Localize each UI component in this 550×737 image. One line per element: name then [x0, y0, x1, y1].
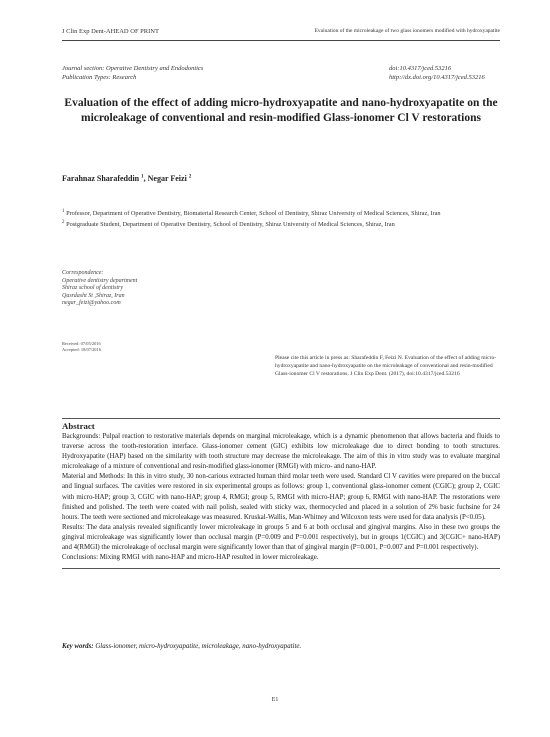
abstract-results: Results: The data analysis revealed significantly lower microleakage in groups 5 and 6 at both occlusal and gingival margins. Also in these two groups the gingival microleakage was significantly lower than occlusal margin (P=0.009 and P=0.001 respectively), but in groups 1(CGIC) and 3(CGIC+ nano-HAP) and 4(RMGI) the microleakage of occlusal margin were significantly lower than that of gingival margin (P=0.001, P=0.007 and P=0.001 respectively). [62, 523, 500, 552]
keywords [62, 643, 500, 650]
doi: doi:10.4317/jced.53216 [389, 65, 452, 72]
keywords-label: Key words: [62, 643, 94, 650]
correspondence-line: Qasrdasht St ,Shiraz, Iran [62, 292, 125, 299]
journal-section: Journal section: Operative Dentistry and Endodontics [62, 65, 204, 72]
affiliation-text: Professor, Department of Operative Dentistry, Biomaterial Research Center, School of Dentistry, Shiraz University of Medical Sciences, Shiraz, Iran [66, 210, 441, 218]
abstract-heading: Abstract [62, 421, 95, 431]
article-meta-left [62, 64, 203, 82]
header-rule [62, 40, 500, 41]
author-name: Negar Feizi [147, 174, 187, 183]
article-title: Evaluation of the effect of adding micro-hydroxyapatite and nano-hydroxyapatite on the microleakage of conventional and resin-modified Glass-ionomer Cl V restorations [64, 97, 498, 124]
correspondence-line: Operative dentistry department [62, 277, 138, 284]
running-header [62, 28, 500, 38]
page-number: E1 [271, 697, 279, 703]
publication-type: Publication Types: Research [62, 74, 137, 81]
affiliation-marker: 2 [62, 219, 65, 225]
affiliation-item [62, 208, 500, 219]
article-meta-right [389, 64, 485, 82]
accepted-date: Accepted: 18/07/2016 [62, 347, 101, 352]
abstract-background: Backgrounds: Pulpal reaction to restorative materials depends on marginal microleakage, which is a dynamic phenomenon that allows bacteria and fluids to traverse across the tooth-restoration interface. Glass-ionomer cement (GIC) exhibits low microleakage due to direct bonding to tooth structures. Hydroxyapatite (HAP) based on the similarity with tooth structure may decrease the microleakage. The aim of this in vitro study was to evaluate marginal microleakage of a mixture of conventional and resin-modified glass-ionomer (RMGI) with micro- and nano-HAP. [62, 433, 500, 471]
doi-link[interactable]: http://dx.doi.org/10.4317/jced.53216 [389, 74, 485, 81]
abstract-end-rule [62, 568, 500, 569]
affiliations [62, 208, 500, 230]
correspondence-email[interactable]: negar_feizi@yahoo.com [62, 300, 121, 307]
author-name: Farahnaz Sharafeddin [62, 174, 140, 183]
keywords-text: Glass-ionomer, micro-hydroxyapatite, microleakage, nano-hydroxyapatite. [95, 643, 302, 650]
affiliation-item [62, 219, 500, 230]
author-list [62, 174, 191, 183]
abstract-conclusions: Conclusions: Mixing RMGI with nano-HAP and micro-HAP resulted in lower microleakage. [62, 554, 319, 562]
author-affiliation-marker: 2 [188, 174, 192, 180]
affiliation-marker: 1 [62, 209, 65, 214]
article-dates [62, 341, 101, 353]
correspondence-label: Correspondence: [62, 270, 104, 276]
abstract-methods: Material and Methods: In this in vitro study, 30 non-carious extracted human third molar teeth were used. Standard Cl V cavities were prepared on the buccal and lingual surfaces. The cavities were restored in six experimental groups as follows: group 1, conventional glass-ionomer cement (CGIC); group 2, CGIC with micro-HAP; group 3, CGIC with nano-HAP; group 4, RMGI; group 5, RMGI with micro-HAP; group 6, RMGI with nano-HAP. The restorations were finished and polished. The teeth were coated with nail polish, sealed with sticky wax, thermocycled and placed in a solution of 2% basic fuchsine for 24 hours. The teeth were sectioned and microleakage was measured. Kruskal-Wallis, Man-Whitney and Wilcoxon tests were used for data analysis (P<0.05). [62, 473, 500, 521]
citation-note: Please cite this article in press as: Sharafeddin F, Feizi N. Evaluation of the effect of adding micro-hydroxyapatite and nano-hydroxyapatite on the microleakage of conventional and resin-modified Glass-ionomer Cl V restorations. J Clin Exp Dent. (2017), doi:10.4317/jced.53216 [275, 355, 497, 377]
affiliation-text: Postgraduate Student, Department of Operative Dentistry, School of Dentistry, Shiraz University of Medical Sciences, Shiraz, Iran [66, 220, 395, 228]
running-header-short-title: Evaluation of the microleakage of two glass ionomers modified with hydroxyapatite [314, 28, 500, 34]
received-date: Received: 07/05/2016 [62, 341, 101, 346]
correspondence [62, 270, 137, 308]
abstract-box [62, 418, 500, 569]
author-separator: , [143, 174, 148, 183]
running-header-journal: J Clin Exp Dent-AHEAD OF PRINT [62, 28, 159, 35]
correspondence-line: Shiraz school of dentistry [62, 285, 124, 292]
author-affiliation-marker: 1 [141, 174, 144, 180]
